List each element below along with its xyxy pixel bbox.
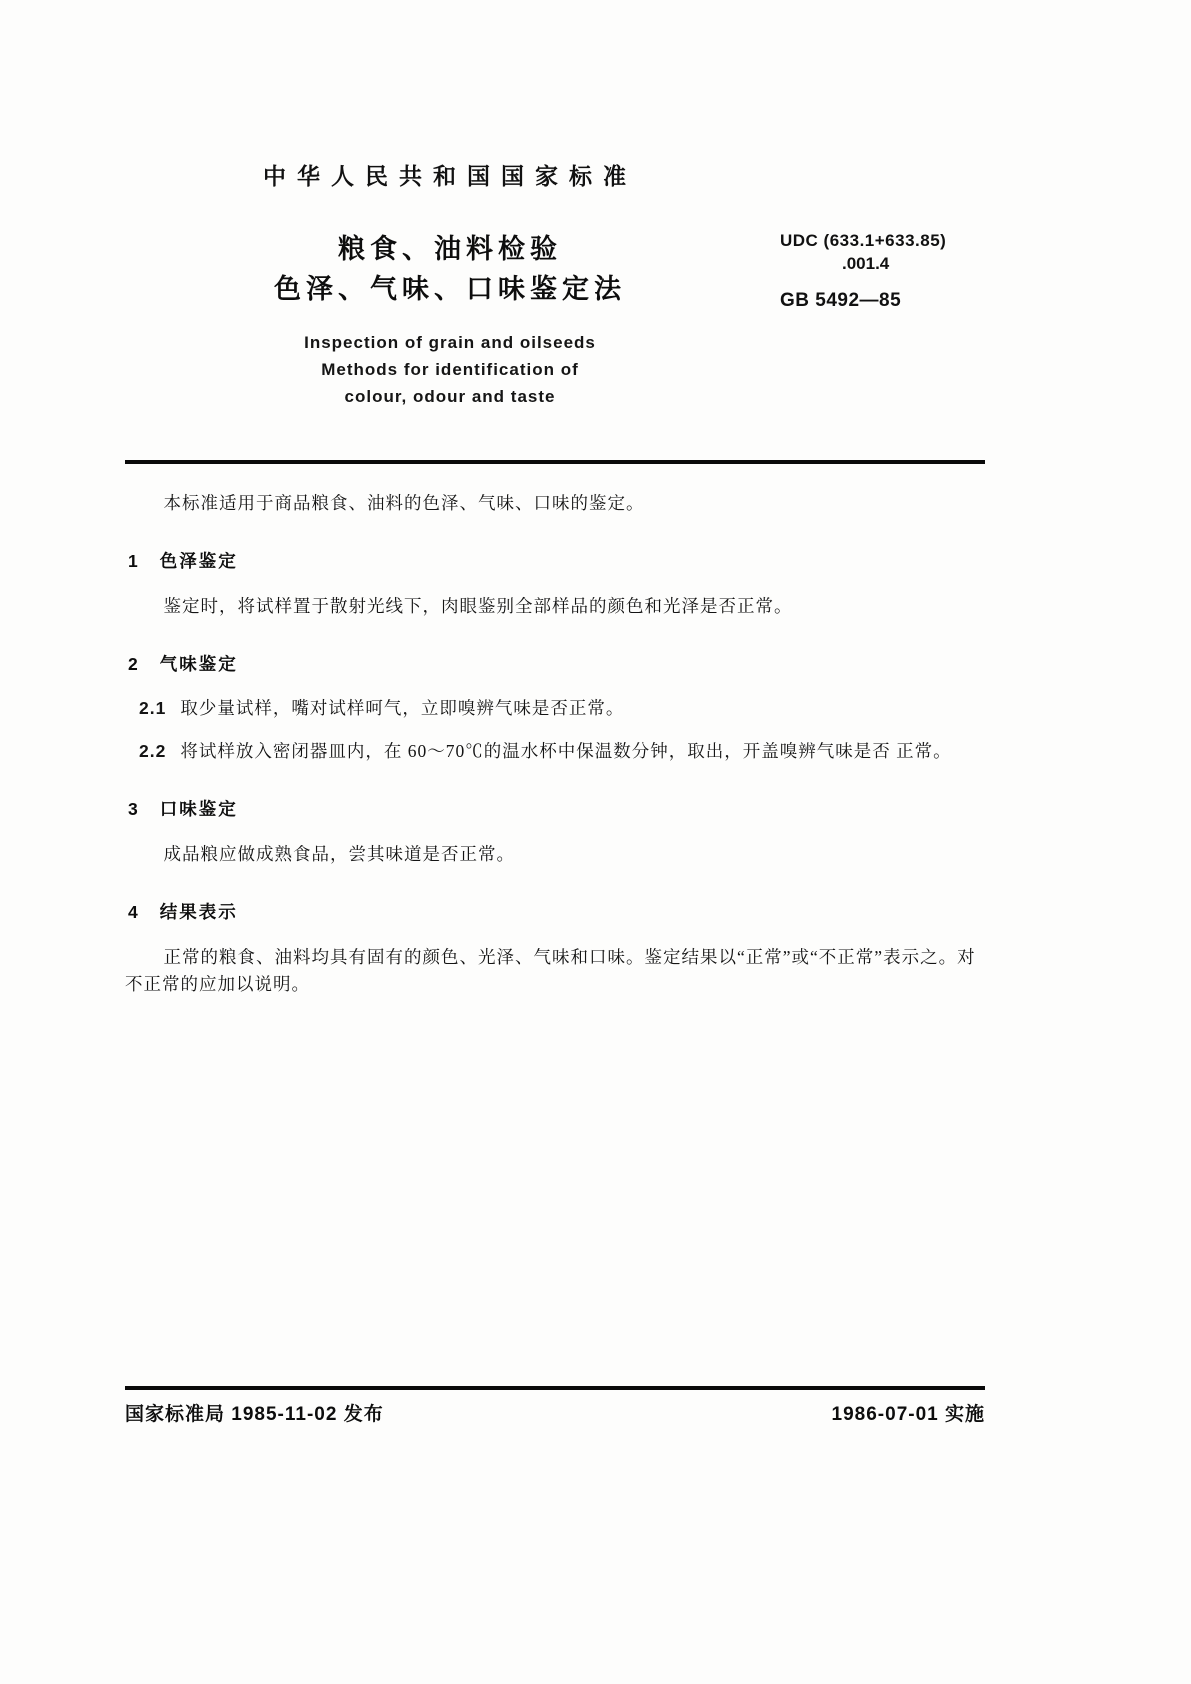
udc-block	[780, 229, 985, 312]
standard-org-title: 中华人民共和国国家标准	[263, 163, 637, 189]
scope-paragraph: 本标准适用于商品粮食、油料的色泽、气味、口味的鉴定。	[163, 493, 645, 513]
title-block	[125, 229, 775, 410]
section-3-title: 口味鉴定	[159, 798, 238, 819]
section-1-number: 1	[128, 551, 140, 572]
header-row	[125, 229, 985, 410]
english-title	[125, 329, 775, 410]
udc-number-line1: UDC (633.1+633.85)	[780, 231, 947, 250]
section-2-heading	[128, 651, 985, 678]
section-4-number: 4	[128, 902, 140, 922]
header-divider	[125, 460, 985, 464]
footer-row	[125, 1399, 985, 1426]
section-2-title: 气味鉴定	[159, 654, 238, 675]
section-3-number: 3	[128, 798, 140, 819]
document-title-line2: 色泽、气味、口味鉴定法	[274, 274, 626, 304]
section-1-paragraph: 鉴定时，将试样置于散射光线下，肉眼鉴别全部样品的颜色和光泽是否正常。	[163, 596, 793, 617]
footer-effective-date: 1986-07-01 实施	[831, 1404, 985, 1425]
section-2-item-2	[139, 738, 985, 765]
section-4-heading	[128, 899, 985, 926]
section-1-title: 色泽鉴定	[159, 551, 238, 572]
section-3-paragraph: 成品粮应做成熟食品，尝其味道是否正常。	[163, 843, 515, 864]
section-2-item-1	[139, 695, 985, 722]
page-footer	[125, 1386, 985, 1426]
udc-number-line2: .001.4	[842, 254, 890, 273]
section-3-heading	[128, 796, 985, 823]
english-title-line3: colour, odour and taste	[344, 387, 556, 406]
footer-issued-by: 国家标准局 1985-11-02 发布	[125, 1404, 384, 1425]
english-title-line1: Inspection of grain and oilseeds	[304, 333, 596, 352]
section-4-title: 结果表示	[159, 902, 238, 922]
english-title-line2: Methods for identification of	[321, 360, 579, 379]
section-2-item-1-number: 2.1	[139, 697, 167, 718]
page-content	[125, 0, 985, 998]
standard-number: GB 5492—85	[780, 290, 902, 311]
section-2-number: 2	[128, 654, 140, 675]
section-2-item-2-text: 将试样放入密闭器皿内，在 60～70℃的温水杯中保温数分钟，取出，开盖嗅辨气味是否 正常。	[180, 740, 952, 761]
footer-divider	[125, 1386, 985, 1390]
section-4-paragraph: 正常的粮食、油料均具有固有的颜色、光泽、气味和口味。鉴定结果以“正常”或“不正常”表示之。对不正常的应加以说明。	[125, 947, 976, 995]
document-title-line1: 粮食、油料检验	[338, 234, 562, 264]
document-body	[125, 490, 985, 998]
section-1-heading	[128, 548, 985, 575]
section-2-item-2-number: 2.2	[139, 740, 167, 761]
section-2-item-1-text: 取少量试样，嘴对试样呵气，立即嗅辨气味是否正常。	[180, 697, 625, 718]
